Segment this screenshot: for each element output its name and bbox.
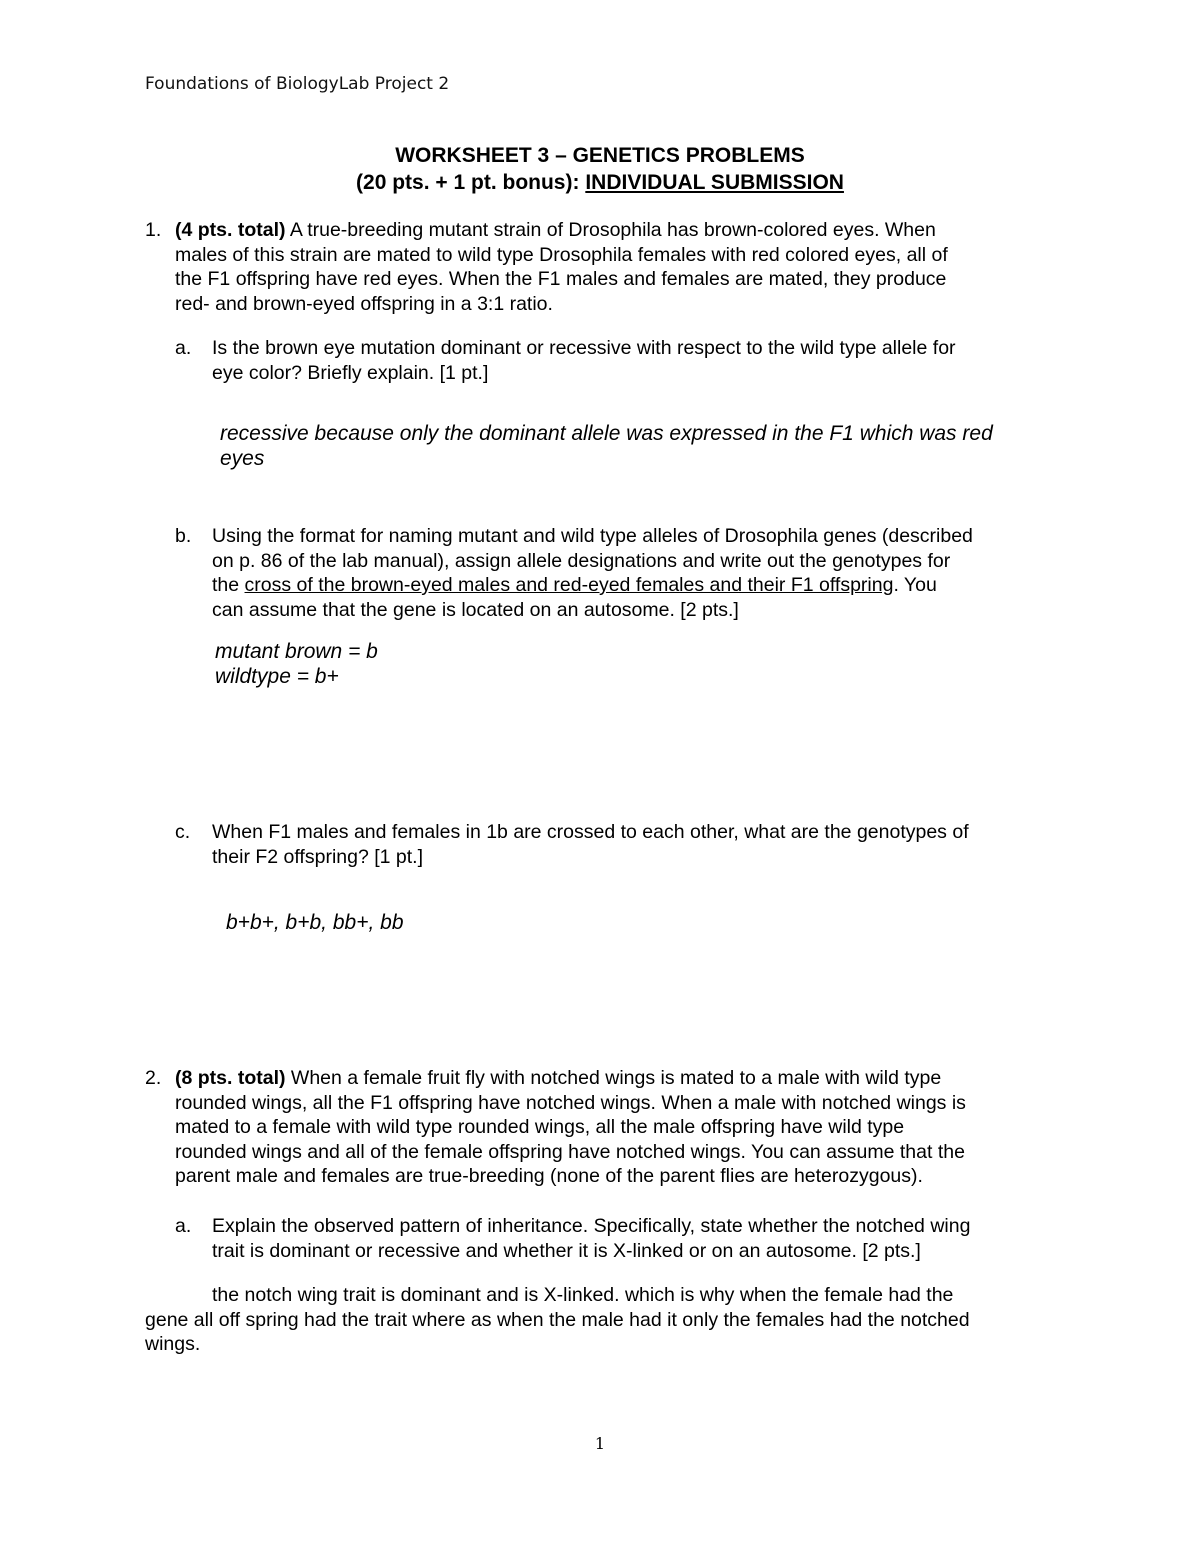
- submission-type: INDIVIDUAL SUBMISSION: [585, 171, 844, 194]
- part-1a-line-2: eye color? Briefly explain. [1 pt.]: [212, 361, 489, 384]
- question-2-text-start: When a female fruit fly with notched wings is mated to a male with wild type: [285, 1067, 942, 1089]
- question-2-line-3: mated to a female with wild type rounded wings, all the male offspring have wild type: [175, 1116, 905, 1138]
- question-1-line-4: red- and brown-eyed offspring in a 3:1 ratio.: [175, 292, 553, 315]
- question-2-line-4: rounded wings and all of the female offspring have notched wings. You can assume that the: [175, 1140, 965, 1163]
- worksheet-title: WORKSHEET 3 – GENETICS PROBLEMS: [395, 144, 805, 167]
- part-1b-line-3: [212, 573, 937, 598]
- part-1a-label: a.: [175, 337, 192, 359]
- question-1-line-3: the F1 offspring have red eyes. When the F1 males and females are mated, they produce: [175, 268, 947, 290]
- question-1-line-1: [175, 218, 936, 243]
- answer-1a-line-2: eyes: [220, 447, 265, 470]
- answer-1b-line-1: mutant brown = b: [215, 640, 378, 663]
- part-2a-line-1: Explain the observed pattern of inheritance. Specifically, state whether the notched wing: [212, 1215, 971, 1237]
- part-1b-line-2: on p. 86 of the lab manual), assign allele designations and write out the genotypes for: [212, 549, 951, 572]
- part-2a-line-2: trait is dominant or recessive and whether it is X-linked or on an autosome. [2 pts.]: [212, 1239, 921, 1262]
- part-2a-label: a.: [175, 1215, 192, 1237]
- question-1-points: (4 pts. total): [175, 219, 286, 241]
- answer-1b-line-2: wildtype = b+: [215, 665, 339, 688]
- part-1c-line-1: When F1 males and females in 1b are crossed to each other, what are the genotypes of: [212, 821, 969, 843]
- part-1c-label: c.: [175, 821, 191, 843]
- answer-2a-line-2: gene all off spring had the trait where as when the male had it only the females had the notched: [145, 1308, 970, 1331]
- part-1b-line-1: Using the format for naming mutant and wild type alleles of Drosophila genes (described: [212, 525, 973, 547]
- page-number: 1: [594, 1434, 606, 1453]
- part-1b-underlined-phrase: cross of the brown-eyed males and red-eyed females and their F1 offspring: [244, 574, 894, 596]
- answer-2a-line-1: the notch wing trait is dominant and is X-linked. which is why when the female had the: [212, 1284, 954, 1306]
- part-1b-line-4: can assume that the gene is located on an autosome. [2 pts.]: [212, 598, 739, 621]
- question-2-number: 2.: [145, 1067, 162, 1089]
- part-1c-line-2: their F2 offspring? [1 pt.]: [212, 845, 424, 868]
- part-1b-line-3-end: . You: [893, 574, 937, 596]
- question-1-text-start: A true-breeding mutant strain of Drosophila has brown-colored eyes. When: [285, 219, 936, 241]
- points-summary: (20 pts. + 1 pt. bonus):: [356, 171, 586, 194]
- worksheet-subtitle: [0, 169, 1200, 196]
- answer-2a-line-3: wings.: [145, 1333, 201, 1355]
- question-1-line-2: males of this strain are mated to wild type Drosophila females with red colored eyes, all of: [175, 243, 948, 266]
- part-1b-label: b.: [175, 525, 192, 547]
- part-1a-line-1: Is the brown eye mutation dominant or recessive with respect to the wild type allele for: [212, 337, 956, 359]
- page-header: Foundations of BiologyLab Project 2: [145, 74, 450, 94]
- answer-1c: b+b+, b+b, bb+, bb: [226, 911, 404, 934]
- part-1b-line-3-start: the: [212, 574, 245, 596]
- question-2-points: (8 pts. total): [175, 1067, 286, 1089]
- question-2-line-5: parent male and females are true-breeding (none of the parent flies are heterozygous).: [175, 1165, 923, 1187]
- answer-1a-line-1: recessive because only the dominant allele was expressed in the F1 which was red: [220, 422, 993, 445]
- question-2-line-2: rounded wings, all the F1 offspring have notched wings. When a male with notched wings is: [175, 1091, 966, 1114]
- question-1-number: 1.: [145, 219, 162, 241]
- question-2-line-1: [175, 1066, 941, 1091]
